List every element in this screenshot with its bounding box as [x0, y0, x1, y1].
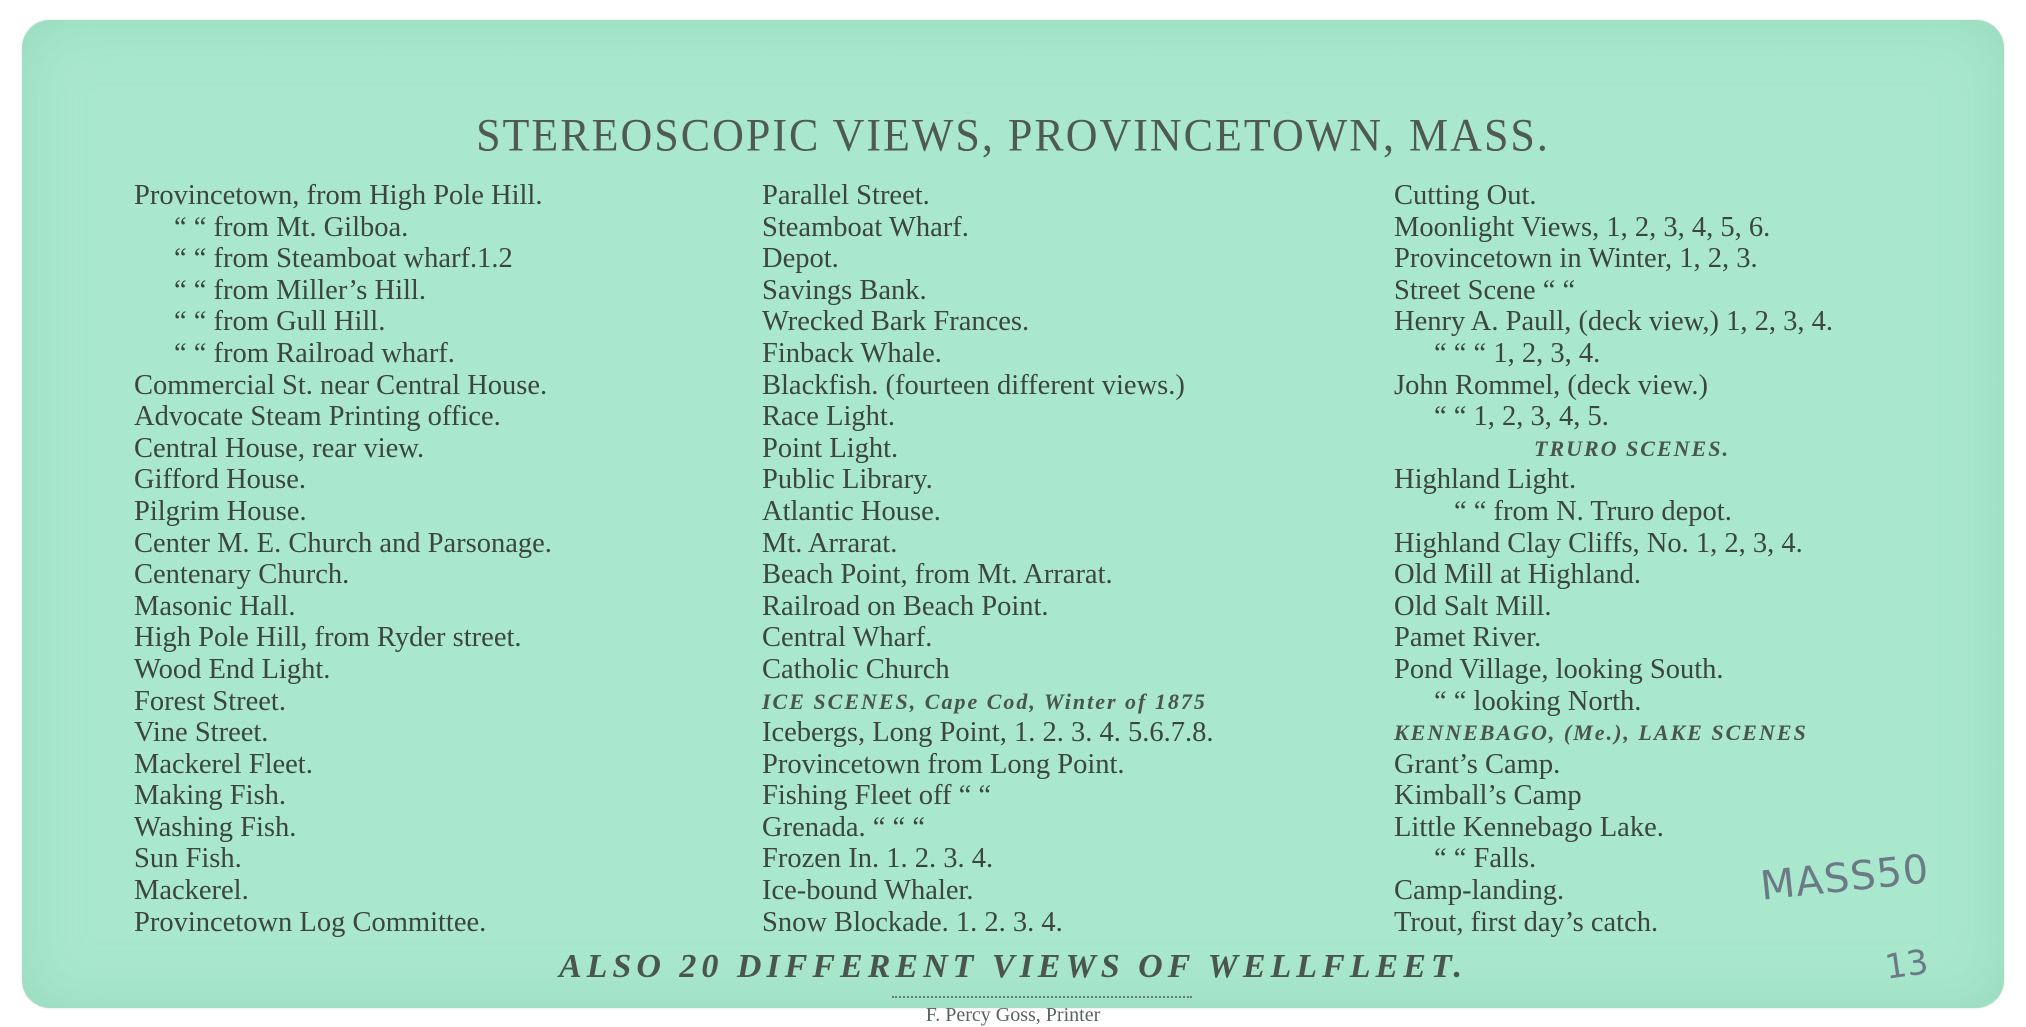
printer-divider [892, 996, 1192, 998]
list-item: Catholic Church [762, 653, 950, 685]
list-item: Beach Point, from Mt. Arrarat. [762, 559, 1113, 591]
list-item: Steamboat Wharf. [762, 211, 969, 243]
list-item: Washing Fish. [134, 811, 297, 843]
list-item: Henry A. Paull, (deck view,) 1, 2, 3, 4. [1394, 306, 1834, 338]
list-item: John Rommel, (deck view.) [1394, 369, 1708, 401]
list-item: Frozen In. 1. 2. 3. 4. [762, 843, 994, 875]
list-item: Vine Street. [134, 717, 269, 749]
list-item: Central Wharf. [762, 622, 933, 654]
list-item: Gifford House. [134, 464, 307, 496]
list-item: Fishing Fleet off “ “ [762, 780, 992, 812]
list-item: Ice-bound Whaler. [762, 875, 974, 907]
list-item: Grant’s Camp. [1394, 748, 1561, 780]
column-1 [134, 180, 552, 938]
list-item: Pond Village, looking South. [1394, 653, 1724, 685]
list-item: Snow Blockade. 1. 2. 3. 4. [762, 906, 1063, 938]
list-item: Provincetown Log Committee. [134, 906, 487, 938]
list-item: Mackerel Fleet. [134, 748, 313, 780]
list-item: Old Salt Mill. [1394, 590, 1552, 622]
footer-note: ALSO 20 DIFFERENT VIEWS OF WELLFLEET. [558, 948, 1468, 985]
list-item: “ “ from Mt. Gilboa. [174, 211, 409, 243]
list-item: Wrecked Bark Frances. [762, 306, 1030, 338]
list-item: Finback Whale. [762, 337, 942, 369]
list-item: Icebergs, Long Point, 1. 2. 3. 4. 5.6.7.8. [762, 717, 1214, 749]
list-item: Railroad on Beach Point. [762, 590, 1049, 622]
list-item: Cutting Out. [1394, 180, 1537, 211]
list-item: TRURO SCENES. [1534, 435, 1730, 461]
list-item: “ “ from Miller’s Hill. [174, 274, 426, 306]
list-item: “ “ “ 1, 2, 3, 4. [1434, 337, 1601, 369]
list-item: Centenary Church. [134, 559, 350, 591]
column-2 [762, 180, 1213, 938]
list-item: “ “ from Railroad wharf. [174, 337, 455, 369]
list-item: ICE SCENES, Cape Cod, Winter of 1875 [762, 688, 1207, 714]
printer-credit: F. Percy Goss, Printer [925, 1004, 1101, 1026]
list-item: “ “ looking North. [1434, 685, 1642, 717]
list-item: Old Mill at Highland. [1394, 559, 1641, 591]
list-item: Race Light. [762, 401, 895, 433]
list-item: Sun Fish. [134, 843, 242, 875]
list-item: Atlantic House. [762, 495, 941, 527]
column-3 [1394, 180, 1833, 938]
list-item: Central House, rear view. [134, 432, 425, 464]
list-item: “ “ from N. Truro depot. [1454, 495, 1732, 527]
list-item: “ “ from Gull Hill. [174, 306, 386, 338]
list-item: Commercial St. near Central House. [134, 369, 548, 401]
list-item: Advocate Steam Printing office. [134, 401, 501, 433]
list-item: Depot. [762, 243, 839, 275]
list-item: Blackfish. (fourteen different views.) [762, 369, 1185, 401]
list-item: Masonic Hall. [134, 590, 296, 622]
list-item: Savings Bank. [762, 274, 927, 306]
list-item: Highland Clay Cliffs, No. 1, 2, 3, 4. [1394, 527, 1803, 559]
list-item: Street Scene “ “ [1394, 274, 1576, 306]
list-item: Mackerel. [134, 875, 249, 907]
list-item: KENNEBAGO, (Me.), LAKE SCENES [1394, 720, 1808, 746]
list-item: Provincetown, from High Pole Hill. [134, 180, 543, 211]
handwritten-number: 13 [1882, 942, 1931, 988]
list-item: Wood End Light. [134, 653, 331, 685]
list-item: Pilgrim House. [134, 495, 307, 527]
list-item: Little Kennebago Lake. [1394, 811, 1664, 843]
page-title: STEREOSCOPIC VIEWS, PROVINCETOWN, MASS. [476, 109, 1550, 162]
list-item: High Pole Hill, from Ryder street. [134, 622, 522, 654]
list-item: “ “ 1, 2, 3, 4, 5. [1434, 401, 1609, 433]
list-item: Highland Light. [1394, 464, 1577, 496]
list-item: Making Fish. [134, 780, 287, 812]
list-item: “ “ from Steamboat wharf.1.2 [174, 243, 513, 275]
list-item: “ “ Falls. [1434, 843, 1537, 875]
list-item: Kimball’s Camp [1394, 780, 1582, 812]
list-item: Provincetown in Winter, 1, 2, 3. [1394, 243, 1758, 275]
list-item: Public Library. [762, 464, 933, 496]
list-item: Grenada. “ “ “ [762, 811, 925, 843]
list-item: Point Light. [762, 432, 899, 464]
list-item: Moonlight Views, 1, 2, 3, 4, 5, 6. [1394, 211, 1771, 243]
list-item: Forest Street. [134, 685, 286, 717]
list-item: Pamet River. [1394, 622, 1542, 654]
handwritten-catalog-mark: MASS50 [1758, 846, 1932, 910]
list-item: Parallel Street. [762, 180, 930, 211]
list-item: Camp-landing. [1394, 875, 1565, 907]
stereo-card-back [22, 20, 2004, 1026]
list-item: Mt. Arrarat. [762, 527, 898, 559]
list-item: Provincetown from Long Point. [762, 748, 1125, 780]
list-item: Center M. E. Church and Parsonage. [134, 527, 552, 559]
list-item: Trout, first day’s catch. [1394, 906, 1659, 938]
